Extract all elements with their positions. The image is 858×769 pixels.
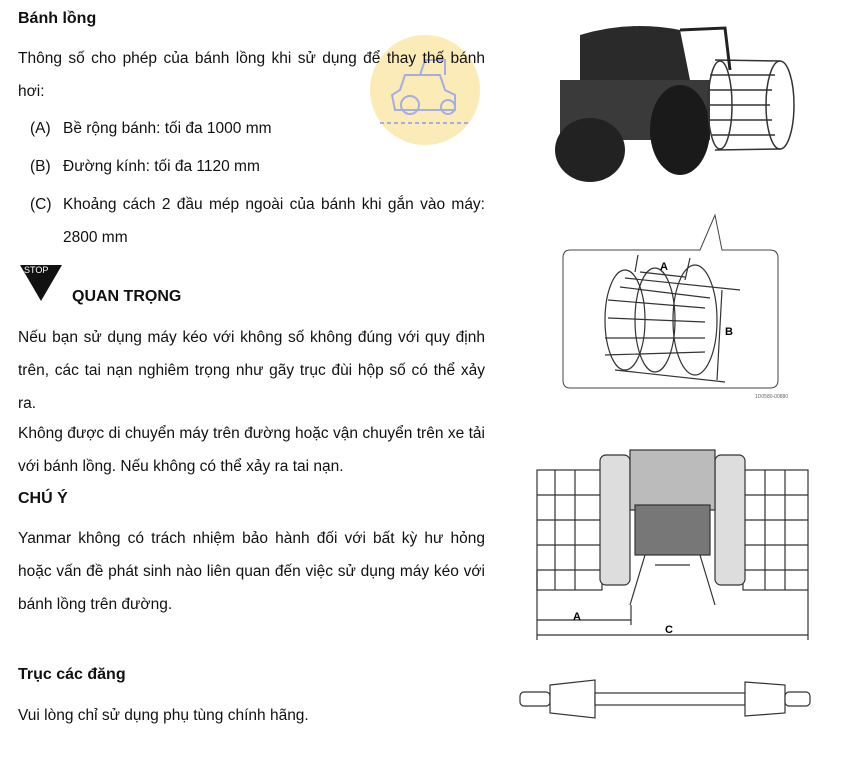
figure-code: 1D0580-00880	[755, 394, 789, 400]
caution-text: Yanmar không có trách nhiệm bảo hành đối với bất kỳ hư hỏng hoặc vấn đề phát sinh nào liên quan đến việc sử dụng máy kéo với bánh lồng trên đường.	[18, 530, 485, 613]
pto-shaft-text: Vui lòng chỉ sử dụng phụ tùng chính hãng.	[18, 707, 309, 724]
cage-wheel-dimension-diagram	[560, 210, 790, 405]
section-title-cage-wheel: Bánh lồng	[18, 10, 97, 27]
tractor-with-cage-wheel-photo	[540, 20, 800, 190]
important-para-1: Nếu bạn sử dụng máy kéo với không số không đúng với quy định trên, các tai nạn nghiêm trọng như gãy trục đùi hộp số có thể xảy ra.	[18, 329, 485, 412]
spec-item-a	[30, 112, 485, 145]
spec-text: Đường kính: tối đa 1120 mm	[63, 158, 260, 175]
tractor-rear-view-diagram	[535, 445, 810, 650]
important-title: QUAN TRỌNG	[72, 288, 182, 305]
dimension-label-a: A	[660, 261, 668, 273]
pto-shaft-diagram	[515, 670, 815, 735]
dimension-label-c: C	[665, 624, 673, 636]
stop-icon	[18, 263, 64, 303]
important-para-2: Không được di chuyển máy trên đường hoặc vận chuyển trên xe tải với bánh lồng. Nếu không có thể xảy ra tai nạn.	[18, 425, 485, 475]
section-title-pto-shaft: Trục các đăng	[18, 666, 126, 683]
spec-marker: (A)	[30, 120, 51, 137]
cage-wheel-intro: Thông số cho phép của bánh lồng khi sử dụng để thay thế bánh hơi:	[18, 50, 485, 100]
dimension-label-b: B	[725, 326, 733, 338]
spec-text: Khoảng cách 2 đầu mép ngoài của bánh khi gắn vào máy: 2800 mm	[63, 196, 485, 246]
spec-text: Bề rộng bánh: tối đa 1000 mm	[63, 120, 272, 137]
stop-icon-label: STOP	[24, 265, 49, 275]
spec-marker: (B)	[30, 158, 51, 175]
dimension-label-a: A	[573, 611, 581, 623]
spec-item-c	[30, 188, 485, 246]
spec-item-b	[30, 150, 485, 183]
spec-marker: (C)	[30, 196, 52, 213]
caution-title: CHÚ Ý	[18, 490, 68, 507]
